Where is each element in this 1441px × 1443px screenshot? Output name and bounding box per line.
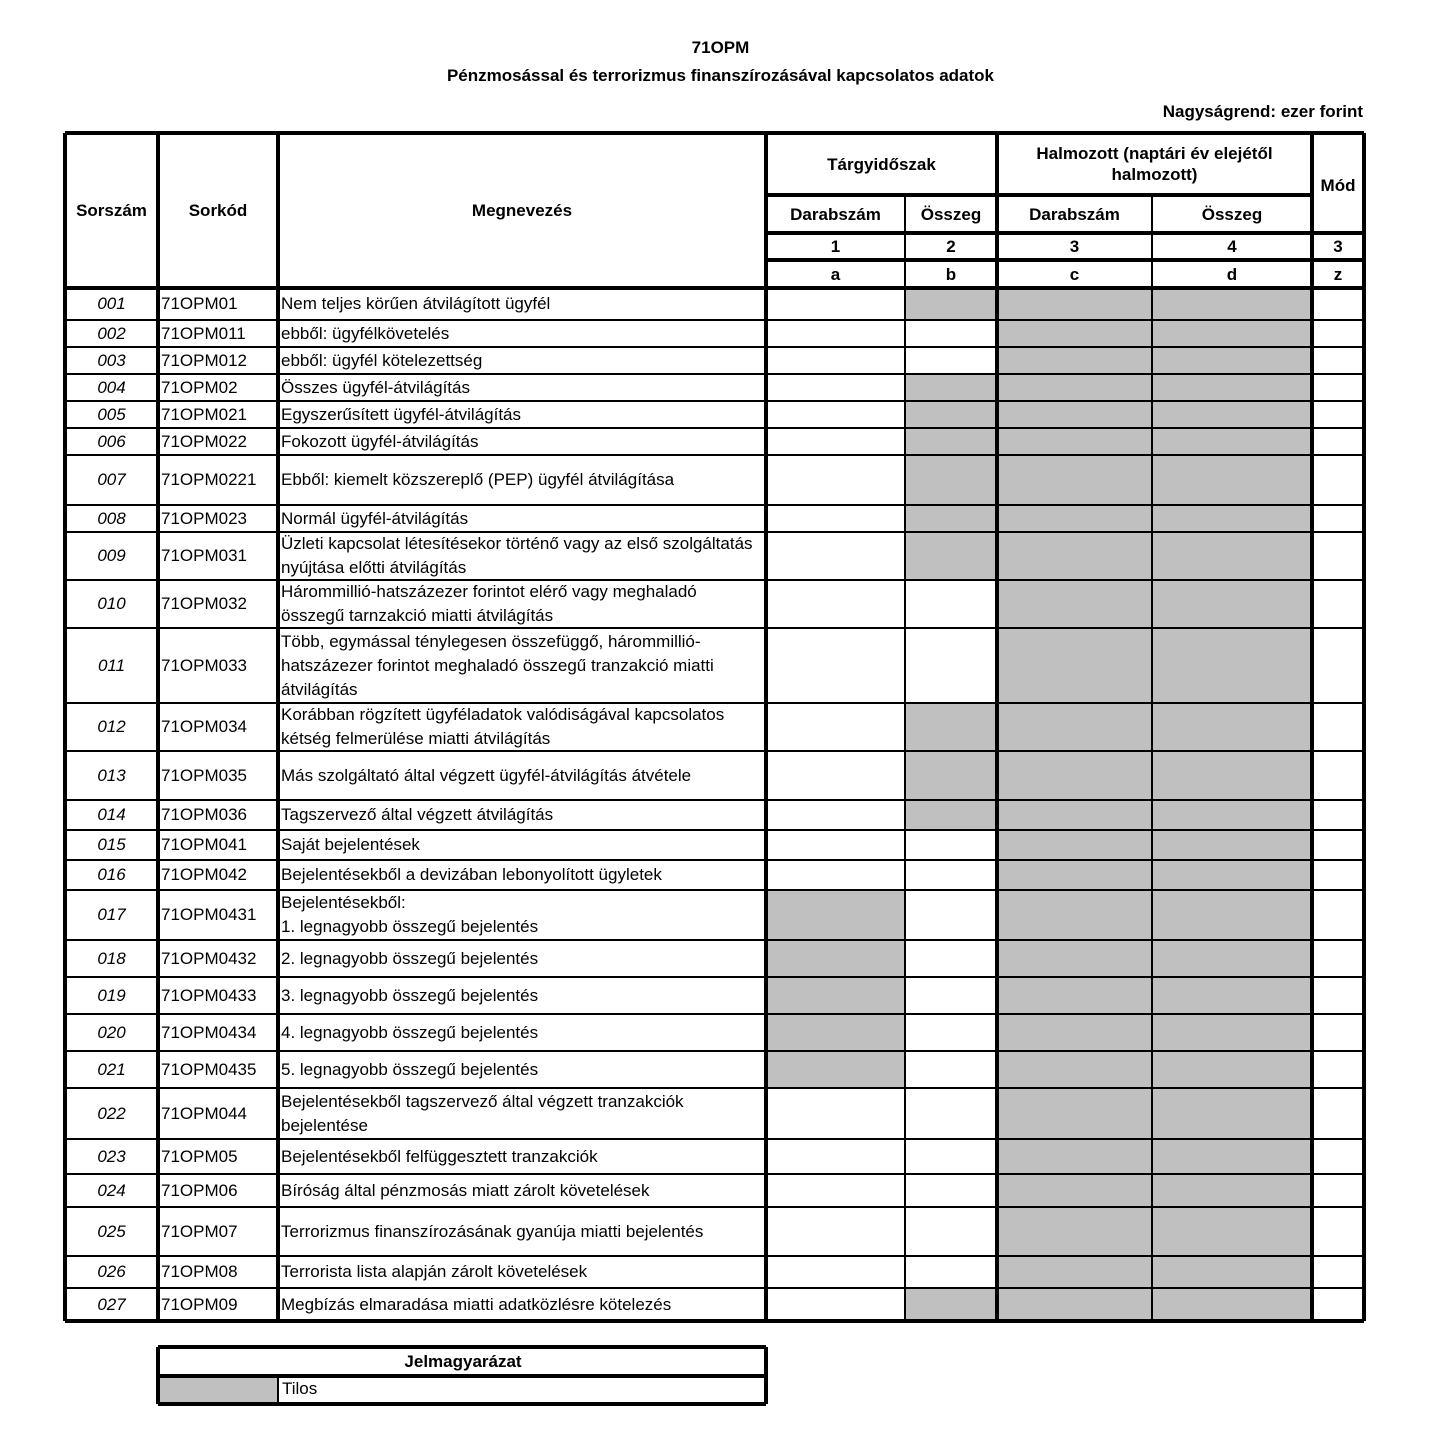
grid-line — [65, 1050, 1364, 1052]
grid-line — [65, 750, 1364, 752]
row-number: 013 — [97, 765, 126, 785]
row-code: 71OPM0432 — [161, 948, 257, 968]
col-number: 1 — [830, 237, 841, 256]
col-letter: a — [830, 264, 841, 284]
input-cell[interactable] — [766, 860, 905, 890]
forbidden-cell — [1152, 703, 1312, 751]
grid-line — [65, 373, 1364, 375]
col-letter: z — [1333, 264, 1343, 284]
forbidden-cell — [997, 1014, 1152, 1051]
forbidden-cell — [1152, 532, 1312, 580]
col-letter: d — [1226, 264, 1238, 284]
grid-line — [766, 193, 1312, 197]
row-code: 71OPM035 — [161, 765, 247, 785]
row-name: Korábban rögzített ügyféladatok valódiságával kapcsolatos kétség felmerülése miatti átvilágítás — [281, 705, 725, 748]
input-cell[interactable] — [766, 1207, 905, 1256]
input-cell[interactable] — [766, 455, 905, 505]
row-number: 008 — [97, 508, 126, 528]
forbidden-cell — [1152, 751, 1312, 800]
legend-swatch — [160, 1376, 278, 1404]
row-number: 003 — [97, 350, 126, 370]
row-name: Bejelentésekből: 1. legnagyobb összegű bejelentés — [281, 893, 539, 936]
forbidden-cell — [997, 830, 1152, 860]
forbidden-cell — [997, 320, 1152, 347]
input-cell[interactable] — [1312, 288, 1364, 320]
forbidden-cell — [766, 1051, 905, 1088]
col-header-osszeg1: Összeg — [920, 204, 982, 224]
input-cell[interactable] — [905, 1139, 997, 1174]
forbidden-cell — [1152, 1288, 1312, 1321]
input-cell[interactable] — [905, 890, 997, 940]
form-code: 71OPM — [691, 38, 750, 57]
col-number: 2 — [946, 237, 956, 256]
forbidden-cell — [997, 288, 1152, 320]
forbidden-cell — [997, 532, 1152, 580]
forbidden-cell — [1152, 890, 1312, 940]
input-cell[interactable] — [1312, 1207, 1364, 1256]
input-cell[interactable] — [766, 505, 905, 532]
forbidden-cell — [905, 1288, 997, 1321]
row-code: 71OPM042 — [161, 865, 247, 884]
forbidden-cell — [905, 505, 997, 532]
forbidden-cell — [1152, 940, 1312, 977]
row-name: Ebből: kiemelt közszereplő (PEP) ügyfél átvilágítása — [281, 470, 675, 489]
grid-line — [65, 131, 1364, 135]
legend-title: Jelmagyarázat — [404, 1352, 522, 1371]
row-number: 002 — [97, 323, 126, 343]
row-number: 010 — [97, 594, 126, 613]
grid-line — [156, 133, 160, 1321]
input-cell[interactable] — [1312, 1014, 1364, 1051]
grid-line — [65, 531, 1364, 533]
input-cell[interactable] — [1312, 1088, 1364, 1139]
grid-line — [65, 579, 1364, 581]
grid-line — [904, 195, 906, 1321]
unit-label: Nagyságrend: ezer forint — [1162, 102, 1363, 121]
input-cell[interactable] — [1312, 455, 1364, 505]
row-name: Bejelentésekből tagszervező által végzett tranzakciók bejelentése — [281, 1091, 684, 1135]
grid-line — [65, 1087, 1364, 1089]
grid-line — [65, 1206, 1364, 1208]
col-header-darabszam1: Darabszám — [790, 204, 881, 224]
input-cell[interactable] — [1312, 1139, 1364, 1174]
form-title: Pénzmosással és terrorizmus finanszírozásával kapcsolatos adatok — [446, 66, 995, 85]
forbidden-cell — [905, 428, 997, 455]
grid-line — [766, 258, 1364, 262]
input-cell[interactable] — [766, 1139, 905, 1174]
row-name: Egyszerűsített ügyfél-átvilágítás — [281, 404, 522, 424]
forbidden-cell — [997, 374, 1152, 401]
forbidden-cell — [997, 1174, 1152, 1207]
forbidden-cell — [1152, 1014, 1312, 1051]
row-number: 009 — [97, 546, 126, 565]
input-cell[interactable] — [1312, 401, 1364, 428]
input-cell[interactable] — [1312, 532, 1364, 580]
forbidden-cell — [997, 940, 1152, 977]
row-number: 012 — [97, 717, 126, 736]
grid-line — [65, 400, 1364, 402]
grid-line — [65, 889, 1364, 891]
row-code: 71OPM0221 — [161, 470, 257, 489]
input-cell[interactable] — [905, 580, 997, 628]
row-code: 71OPM044 — [161, 1103, 247, 1123]
forbidden-cell — [1152, 320, 1312, 347]
row-name: ebből: ügyfélkövetelés — [281, 323, 450, 343]
row-code: 71OPM09 — [161, 1294, 238, 1314]
forbidden-cell — [905, 751, 997, 800]
row-code: 71OPM032 — [161, 594, 247, 613]
grid-line — [65, 427, 1364, 429]
input-cell[interactable] — [905, 1051, 997, 1088]
grid-line — [766, 231, 1364, 235]
forbidden-cell — [1152, 1207, 1312, 1256]
forbidden-cell — [997, 703, 1152, 751]
forbidden-cell — [997, 1288, 1152, 1321]
forbidden-cell — [997, 751, 1152, 800]
row-number: 027 — [97, 1294, 126, 1314]
row-code: 71OPM031 — [161, 546, 247, 565]
row-code: 71OPM033 — [161, 655, 247, 675]
col-header-mod: Mód — [1320, 175, 1356, 195]
row-code: 71OPM0435 — [161, 1059, 257, 1079]
forbidden-cell — [997, 505, 1152, 532]
input-cell[interactable] — [1312, 830, 1364, 860]
input-cell[interactable] — [905, 628, 997, 703]
col-header-darabszam2: Darabszám — [1029, 204, 1120, 224]
row-name: Normál ügyfél-átvilágítás — [281, 508, 469, 528]
row-number: 016 — [97, 865, 126, 884]
input-cell[interactable] — [905, 830, 997, 860]
grid-line — [764, 133, 768, 1321]
input-cell[interactable] — [905, 977, 997, 1014]
row-number: 005 — [97, 404, 126, 424]
input-cell[interactable] — [1312, 1051, 1364, 1088]
input-cell[interactable] — [1312, 977, 1364, 1014]
forbidden-cell — [1152, 347, 1312, 374]
row-name: 5. legnagyobb összegű bejelentés — [281, 1059, 539, 1079]
row-number: 026 — [97, 1262, 126, 1281]
row-code: 71OPM022 — [161, 431, 247, 451]
row-number: 011 — [97, 655, 126, 675]
row-name: 2. legnagyobb összegű bejelentés — [281, 948, 539, 968]
input-cell[interactable] — [905, 1174, 997, 1207]
input-cell[interactable] — [1312, 374, 1364, 401]
row-name: Bejelentésekből felfüggesztett tranzakciók — [281, 1146, 598, 1166]
row-name: Hárommillió-hatszázezer forintot elérő vagy meghaladó összegű tarnzakció miatti átvilágítás — [281, 582, 697, 625]
col-number: 3 — [1333, 237, 1343, 256]
row-number: 006 — [97, 431, 126, 451]
grid-line — [158, 1402, 766, 1406]
input-cell[interactable] — [1312, 1288, 1364, 1321]
forbidden-cell — [997, 455, 1152, 505]
forbidden-cell — [1152, 1051, 1312, 1088]
input-cell[interactable] — [766, 703, 905, 751]
forbidden-cell — [1152, 505, 1312, 532]
forbidden-cell — [1152, 977, 1312, 1014]
input-cell[interactable] — [766, 800, 905, 830]
forbidden-cell — [1152, 628, 1312, 703]
input-cell[interactable] — [905, 320, 997, 347]
row-name: Bejelentésekből a devizában lebonyolított ügyletek — [281, 865, 662, 884]
input-cell[interactable] — [1312, 428, 1364, 455]
grid-line — [63, 133, 67, 1321]
row-name: Megbízás elmaradása miatti adatközlésre kötelezés — [281, 1294, 672, 1314]
input-cell[interactable] — [766, 751, 905, 800]
grid-line — [276, 133, 280, 1321]
grid-line — [65, 1173, 1364, 1175]
input-cell[interactable] — [1312, 320, 1364, 347]
grid-line — [65, 859, 1364, 861]
forbidden-cell — [905, 532, 997, 580]
forbidden-cell — [766, 1014, 905, 1051]
input-cell[interactable] — [1312, 1174, 1364, 1207]
row-code: 71OPM012 — [161, 350, 247, 370]
row-name: Bíróság által pénzmosás miatt zárolt követelések — [281, 1180, 650, 1200]
forbidden-cell — [905, 288, 997, 320]
input-cell[interactable] — [1312, 940, 1364, 977]
input-cell[interactable] — [905, 1256, 997, 1288]
row-number: 004 — [97, 377, 126, 397]
input-cell[interactable] — [905, 940, 997, 977]
forbidden-cell — [766, 977, 905, 1014]
grid-line — [65, 1287, 1364, 1289]
row-name: Üzleti kapcsolat létesítésekor történő vagy az első szolgáltatás nyújtása előtti átvilágítás — [281, 534, 753, 577]
forbidden-cell — [1152, 288, 1312, 320]
input-cell[interactable] — [1312, 703, 1364, 751]
input-cell[interactable] — [766, 428, 905, 455]
row-code: 71OPM011 — [161, 323, 246, 343]
input-cell[interactable] — [905, 1014, 997, 1051]
forbidden-cell — [997, 1207, 1152, 1256]
grid-line — [65, 799, 1364, 801]
forbidden-cell — [997, 628, 1152, 703]
forbidden-cell — [1152, 800, 1312, 830]
forbidden-cell — [997, 977, 1152, 1014]
forbidden-cell — [997, 860, 1152, 890]
row-number: 015 — [97, 835, 126, 854]
grid-line — [995, 133, 999, 1321]
row-code: 71OPM041 — [161, 835, 247, 854]
input-cell[interactable] — [1312, 860, 1364, 890]
forbidden-cell — [1152, 830, 1312, 860]
row-number: 025 — [97, 1221, 126, 1241]
grid-line — [156, 1347, 160, 1404]
forbidden-cell — [997, 428, 1152, 455]
grid-line — [158, 1345, 766, 1349]
row-code: 71OPM07 — [161, 1221, 238, 1241]
forbidden-cell — [766, 940, 905, 977]
row-code: 71OPM0434 — [161, 1022, 257, 1042]
col-number: 4 — [1227, 237, 1237, 256]
input-cell[interactable] — [905, 347, 997, 374]
row-name: Más szolgáltató által végzett ügyfél-átvilágítás átvétele — [281, 765, 692, 785]
grid-line — [764, 1347, 768, 1404]
grid-line — [65, 346, 1364, 348]
row-code: 71OPM06 — [161, 1180, 238, 1200]
input-cell[interactable] — [905, 860, 997, 890]
grid-line — [65, 1319, 1364, 1323]
row-name: Tagszervező által végzett átvilágítás — [281, 805, 554, 824]
forbidden-cell — [1152, 374, 1312, 401]
input-cell[interactable] — [766, 830, 905, 860]
input-cell[interactable] — [766, 1088, 905, 1139]
grid-line — [65, 319, 1364, 321]
input-cell[interactable] — [766, 1174, 905, 1207]
input-cell[interactable] — [766, 580, 905, 628]
row-name: 4. legnagyobb összegű bejelentés — [281, 1022, 539, 1042]
forbidden-cell — [1152, 580, 1312, 628]
input-cell[interactable] — [1312, 347, 1364, 374]
input-cell[interactable] — [766, 532, 905, 580]
input-cell[interactable] — [1312, 1256, 1364, 1288]
row-number: 001 — [97, 294, 126, 313]
col-header-sorkod: Sorkód — [188, 201, 248, 220]
input-cell[interactable] — [1312, 580, 1364, 628]
forbidden-cell — [997, 1088, 1152, 1139]
col-header-halmozott: Halmozott (naptári év elejétől halmozott) — [1036, 144, 1273, 184]
row-code: 71OPM0431 — [161, 905, 257, 924]
row-code: 71OPM08 — [161, 1262, 238, 1281]
input-cell[interactable] — [905, 1088, 997, 1139]
row-code: 71OPM021 — [161, 404, 247, 424]
input-cell[interactable] — [766, 401, 905, 428]
col-number: 3 — [1069, 237, 1080, 256]
grid-line — [1151, 195, 1153, 1321]
row-name: Összes ügyfél-átvilágítás — [281, 377, 470, 397]
row-code: 71OPM036 — [161, 805, 247, 824]
row-number: 007 — [97, 470, 126, 489]
row-number: 024 — [97, 1180, 126, 1200]
forbidden-cell — [997, 890, 1152, 940]
forbidden-cell — [997, 580, 1152, 628]
row-code: 71OPM05 — [161, 1146, 238, 1166]
input-cell[interactable] — [1312, 751, 1364, 800]
forbidden-cell — [905, 800, 997, 830]
col-header-targyidoszak: Tárgyidőszak — [827, 154, 936, 174]
row-name: Terrorizmus finanszírozásának gyanúja miatti bejelentés — [281, 1221, 704, 1241]
row-code: 71OPM02 — [161, 377, 238, 397]
forbidden-cell — [1152, 1256, 1312, 1288]
forbidden-cell — [905, 703, 997, 751]
forbidden-cell — [766, 890, 905, 940]
row-number: 014 — [97, 805, 126, 824]
forbidden-cell — [997, 401, 1152, 428]
row-name: Fokozott ügyfél-átvilágítás — [281, 431, 479, 451]
row-name: ebből: ügyfél kötelezettség — [281, 350, 483, 370]
forbidden-cell — [1152, 455, 1312, 505]
row-code: 71OPM034 — [161, 717, 247, 736]
grid-line — [65, 1255, 1364, 1257]
forbidden-cell — [997, 347, 1152, 374]
grid-line — [65, 702, 1364, 704]
input-cell[interactable] — [1312, 628, 1364, 703]
input-cell[interactable] — [766, 1288, 905, 1321]
grid-line — [65, 627, 1364, 629]
row-name: Terrorista lista alapján zárolt követelések — [281, 1262, 588, 1281]
input-cell[interactable] — [766, 288, 905, 320]
col-letter: c — [1069, 264, 1080, 284]
row-number: 020 — [97, 1022, 126, 1042]
row-name: Saját bejelentések — [281, 835, 420, 854]
grid-line — [65, 454, 1364, 456]
row-name: Több, egymással ténylegesen összefüggő, hárommillió-hatszázezer forintot meghaladó összegű tranzakció miatti átvilágítás — [281, 631, 714, 699]
input-cell[interactable] — [766, 1256, 905, 1288]
row-number: 019 — [97, 985, 126, 1005]
forbidden-cell — [997, 800, 1152, 830]
grid-line — [65, 976, 1364, 978]
forbidden-cell — [1152, 401, 1312, 428]
row-number: 023 — [97, 1146, 126, 1166]
row-number: 018 — [97, 948, 126, 968]
forbidden-cell — [1152, 1174, 1312, 1207]
forbidden-cell — [1152, 428, 1312, 455]
grid-line — [277, 1376, 279, 1404]
input-cell[interactable] — [766, 320, 905, 347]
row-code: 71OPM023 — [161, 508, 247, 528]
forbidden-cell — [997, 1256, 1152, 1288]
col-letter: b — [945, 264, 957, 284]
input-cell[interactable] — [1312, 505, 1364, 532]
row-code: 71OPM01 — [161, 294, 238, 313]
col-header-megnevezes: Megnevezés — [471, 201, 573, 220]
forbidden-cell — [905, 455, 997, 505]
input-cell[interactable] — [766, 347, 905, 374]
input-cell[interactable] — [1312, 890, 1364, 940]
row-number: 021 — [97, 1059, 126, 1079]
grid-line — [65, 829, 1364, 831]
row-number: 017 — [97, 905, 126, 924]
grid-line — [158, 1374, 766, 1378]
forbidden-cell — [1152, 1139, 1312, 1174]
forbidden-cell — [1152, 860, 1312, 890]
row-number: 022 — [97, 1103, 126, 1123]
row-name: Nem teljes körűen átvilágított ügyfél — [281, 294, 551, 313]
row-code: 71OPM0433 — [161, 985, 257, 1005]
forbidden-cell — [1152, 1088, 1312, 1139]
grid-line — [65, 286, 1364, 290]
grid-line — [1362, 133, 1366, 1321]
col-header-osszeg2: Összeg — [1201, 204, 1263, 224]
grid-line — [65, 1138, 1364, 1140]
input-cell[interactable] — [766, 374, 905, 401]
col-header-sorszam: Sorszám — [76, 201, 147, 220]
forbidden-cell — [905, 401, 997, 428]
forbidden-cell — [997, 1139, 1152, 1174]
legend-label: Tilos — [282, 1379, 318, 1398]
input-cell[interactable] — [1312, 800, 1364, 830]
input-cell[interactable] — [905, 1207, 997, 1256]
row-name: 3. legnagyobb összegű bejelentés — [281, 985, 539, 1005]
grid-line — [65, 939, 1364, 941]
grid-line — [65, 504, 1364, 506]
forbidden-cell — [997, 1051, 1152, 1088]
forbidden-cell — [905, 374, 997, 401]
input-cell[interactable] — [766, 628, 905, 703]
grid-line — [65, 1013, 1364, 1015]
grid-line — [1310, 133, 1314, 1321]
